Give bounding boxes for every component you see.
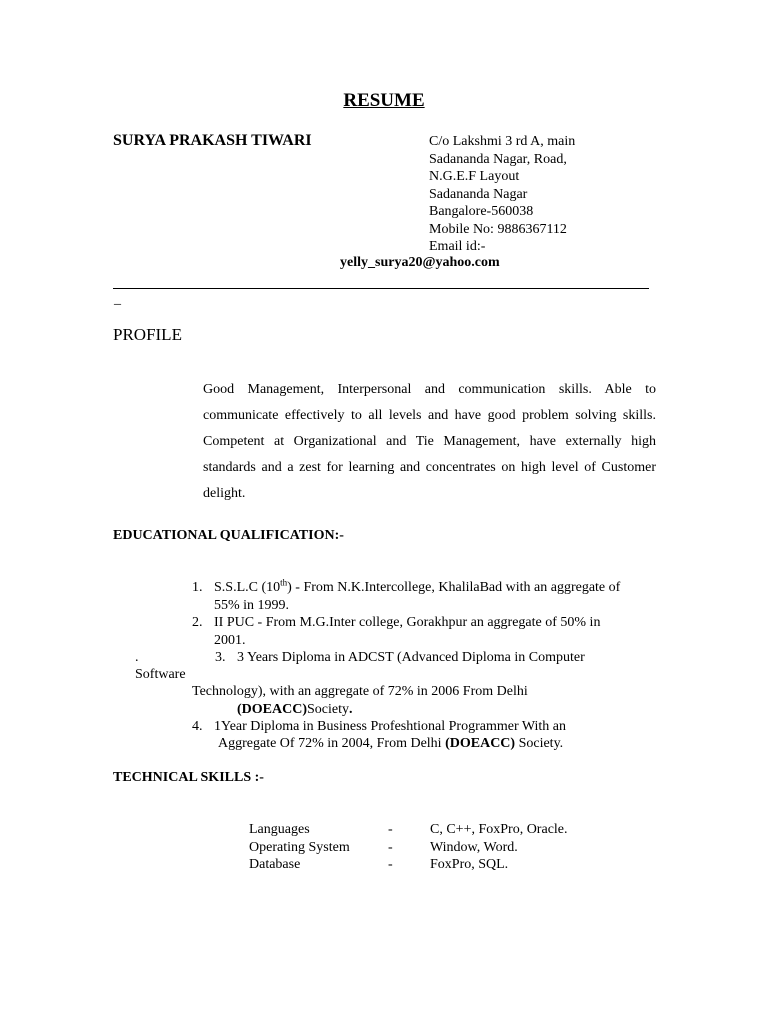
education-heading: EDUCATIONAL QUALIFICATION:-: [113, 528, 344, 543]
skill-separator: -: [388, 840, 393, 855]
education-item-number: 4.: [192, 719, 203, 734]
resume-title: RESUME: [343, 90, 425, 111]
education-item-text: Aggregate Of 72% in 2004, From Delhi: [218, 736, 446, 751]
education-item-text: ) - From N.K.Intercollege, KhalilaBad with an aggregate of: [287, 580, 621, 595]
education-item-number: 1.: [192, 580, 203, 595]
education-item-line: 3 Years Diploma in ADCST (Advanced Diploma in Computer: [237, 650, 585, 665]
profile-text: Good Management, Interpersonal and communication skills. Able to communicate effectively to all levels and have good problem solving skills. Competent at Organizational and Tie Management, have externally high standards and a zest for learning and concentrates on high level of Customer delight.: [203, 382, 656, 501]
technical-skills-heading: TECHNICAL SKILLS :-: [113, 770, 264, 785]
list-bullet: .: [135, 650, 139, 665]
education-item-continuation: Software: [135, 667, 186, 682]
candidate-name: SURYA PRAKASH TIWARI: [113, 132, 312, 149]
separator-tail: _: [114, 292, 121, 307]
address-line: N.G.E.F Layout: [429, 169, 520, 184]
education-item-text: S.S.L.C (10: [214, 580, 281, 595]
education-item-continuation: [237, 702, 353, 718]
education-item-number: 2.: [192, 615, 203, 630]
skill-value: C, C++, FoxPro, Oracle.: [430, 822, 568, 837]
address-line: Bangalore-560038: [429, 204, 534, 219]
education-item-line: [214, 577, 621, 596]
period: .: [349, 702, 353, 717]
skill-separator: -: [388, 857, 393, 872]
education-item-number: 3.: [215, 650, 226, 665]
education-item-text: Society: [307, 702, 349, 717]
superscript: th: [280, 577, 288, 588]
email-label: Email id:-: [429, 239, 486, 254]
education-item-text: Society.: [515, 736, 564, 751]
address-line: C/o Lakshmi 3 rd A, main: [429, 134, 576, 149]
mobile-number: Mobile No: 9886367112: [429, 221, 567, 237]
skill-label: Languages: [249, 822, 310, 837]
education-item-line: 1Year Diploma in Business Profeshtional Programmer With an: [214, 719, 566, 734]
skill-value: FoxPro, SQL.: [430, 857, 509, 872]
address-line: Sadananda Nagar: [429, 186, 528, 202]
email-address: yelly_surya20@yahoo.com: [340, 255, 500, 270]
skill-label: Operating System: [249, 840, 350, 855]
doeacc-bold: (DOEACC): [445, 736, 516, 751]
education-item-line: II PUC - From M.G.Inter college, Gorakhpur an aggregate of 50% in: [214, 615, 601, 630]
education-item-continuation: Technology), with an aggregate of 72% in 2006 From Delhi: [192, 684, 528, 699]
education-item-continuation: 2001.: [214, 633, 246, 648]
skill-label: Database: [249, 857, 301, 872]
address-block: [429, 133, 575, 256]
doeacc-bold: (DOEACC): [237, 702, 307, 717]
separator-line: [113, 288, 649, 289]
education-item-continuation: [218, 736, 563, 752]
profile-heading: PROFILE: [113, 325, 182, 344]
skill-value: Window, Word.: [430, 840, 518, 855]
education-item-continuation: 55% in 1999.: [214, 598, 290, 613]
skill-separator: -: [388, 822, 393, 837]
address-line: Sadananda Nagar, Road,: [429, 151, 567, 167]
